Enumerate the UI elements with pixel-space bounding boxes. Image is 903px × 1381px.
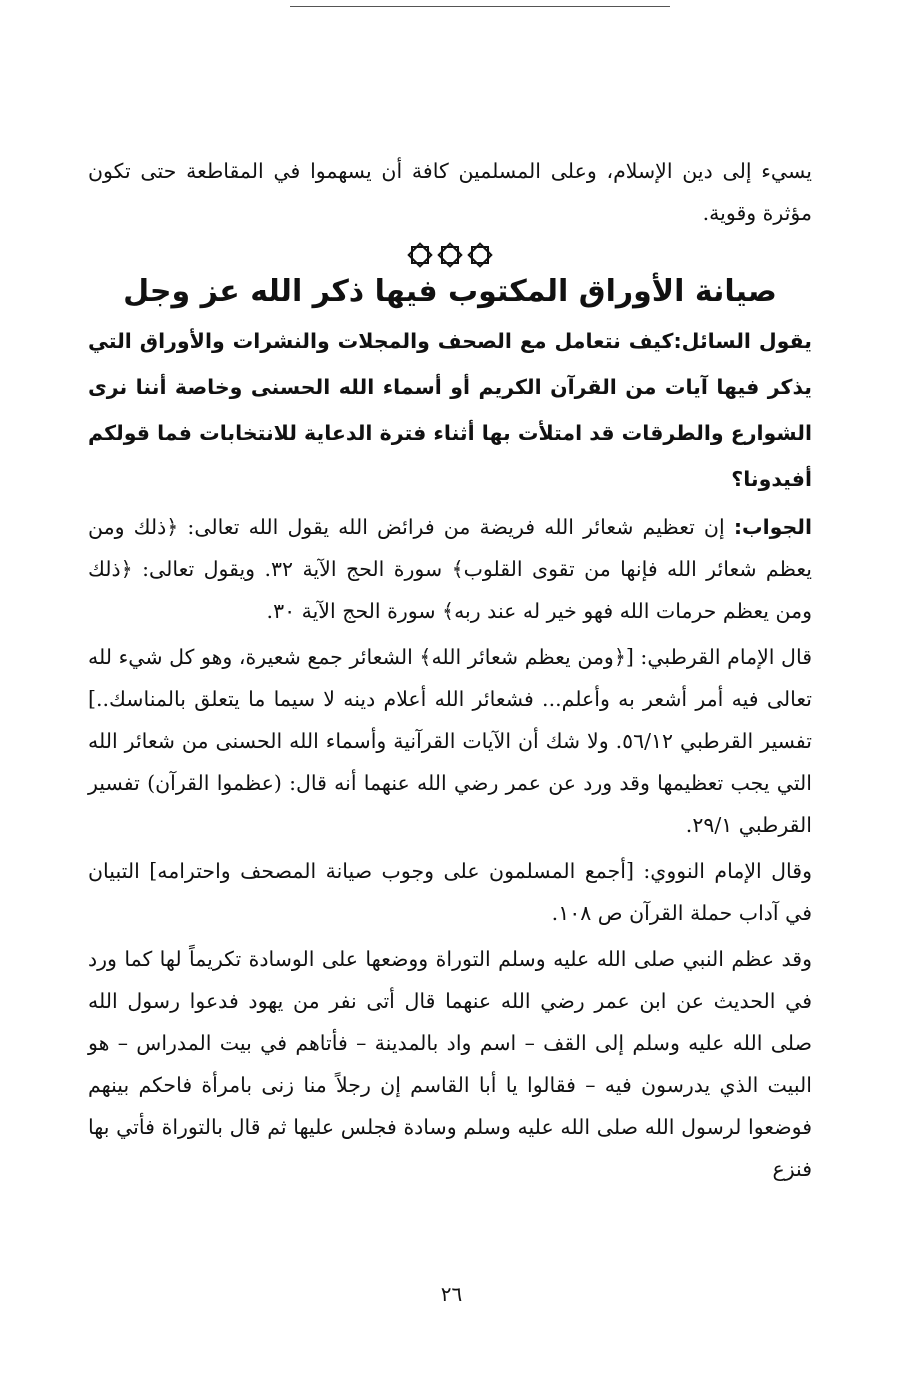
hadith-paragraph: وقد عظم النبي صلى الله عليه وسلم التوراة ووضعها على الوسادة تكريماً لها كما ورد في الحديث عن ابن عمر رضي الله عنهما قال أتى نفر من يهود فدعوا رسول الله صلى الله عليه وسلم إلى القف – اسم واد بالمدينة – فأتاهم في بيت المدراس – هو البيت الذي يدرسون فيه – فقالوا يا أبا القاسم إن رجلاً منا زنى بامرأة فاحكم بينهم فوضعوا لرسول الله صلى الله عليه وسلم وسادة فجلس عليها ثم قال بالتوراة فأتي بها فنزع — [88, 947, 812, 1181]
page-body — [88, 150, 812, 1190]
question-lead: يقول السائل: — [673, 329, 812, 353]
answer-paragraph — [88, 506, 812, 632]
page-number: ٢٦ — [440, 1282, 463, 1306]
top-rule — [290, 6, 670, 7]
star-ornament-icon — [467, 242, 493, 268]
section-heading: صيانة الأوراق المكتوب فيها ذكر الله عز وجل — [123, 274, 777, 309]
question-paragraph — [88, 318, 812, 502]
answer-text: إن تعظيم شعائر الله فريضة من فرائض الله يقول الله تعالى: ﴿ذلك ومن يعظم شعائر الله فإنها من تقوى القلوب﴾ سورة الحج الآية ٣٢. ويقول تعالى: ﴿ذلك ومن يعظم حرمات الله فهو خير له عند ربه﴾ سورة الحج الآية ٣٠. — [88, 515, 812, 623]
question-text: كيف نتعامل مع الصحف والمجلات والنشرات والأوراق التي يذكر فيها آيات من القرآن الكريم أو أسماء الله الحسنى وخاصة أننا نرى الشوارع والطرقات قد امتلأت بها أثناء فترة الدعاية للانتخابات فما قولكم أفيدونا؟ — [88, 329, 812, 491]
section-ornament — [88, 242, 812, 272]
answer-lead: الجواب: — [733, 515, 812, 539]
star-ornament-icon — [407, 242, 433, 268]
nawawi-paragraph: وقال الإمام النووي: [أجمع المسلمون على وجوب صيانة المصحف واحترامه] التبيان في آداب حملة القرآن ص ١٠٨. — [88, 859, 812, 925]
intro-paragraph: يسيء إلى دين الإسلام، وعلى المسلمين كافة أن يسهموا في المقاطعة حتى تكون مؤثرة وقوية. — [88, 159, 812, 225]
qurtubi-paragraph: قال الإمام القرطبي: [﴿ومن يعظم شعائر الله﴾ الشعائر جمع شعيرة، وهو كل شيء لله تعالى فيه أمر أشعر به وأعلم... فشعائر الله أعلام دينه لا سيما ما يتعلق بالمناسك..] تفسير القرطبي ٥٦/١٢. ولا شك أن الآيات القرآنية وأسماء الله الحسنى من شعائر الله التي يجب تعظيمها وقد ورد عن عمر رضي الله عنهما أنه قال: (عظموا القرآن) تفسير القرطبي ٢٩/١. — [88, 645, 812, 837]
star-ornament-icon — [437, 242, 463, 268]
